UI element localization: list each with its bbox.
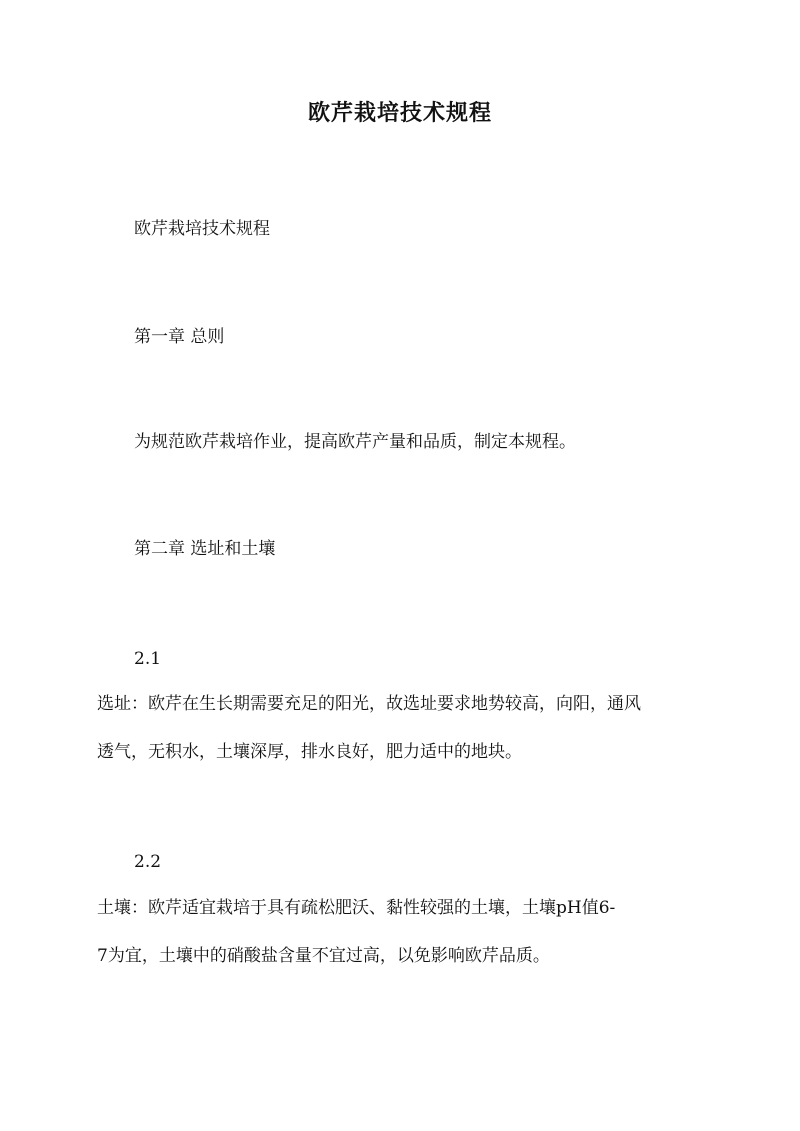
section-2-2-number: 2.2 xyxy=(134,852,162,872)
chapter-2-heading: 第二章 选址和土壤 xyxy=(134,539,276,559)
section-2-1-line-2: 透气，无积水，土壤深厚，排水良好，肥力适中的地块。 xyxy=(97,742,522,762)
section-2-2-line-1: 土壤：欧芹适宜栽培于具有疏松肥沃、黏性较强的土壤，土壤pH值6- xyxy=(97,898,616,918)
section-2-1-number: 2.1 xyxy=(134,649,162,669)
document-title: 欧芹栽培技术规程 xyxy=(307,100,492,126)
chapter-1-heading: 第一章 总则 xyxy=(134,327,225,347)
chapter-1-paragraph: 为规范欧芹栽培作业，提高欧芹产量和品质，制定本规程。 xyxy=(134,432,576,452)
document-subtitle: 欧芹栽培技术规程 xyxy=(134,219,270,239)
section-2-1-line-1: 选址：欧芹在生长期需要充足的阳光，故选址要求地势较高，向阳，通风 xyxy=(97,694,641,714)
section-2-2-line-2: 7为宜，土壤中的硝酸盐含量不宜过高，以免影响欧芹品质。 xyxy=(97,946,550,966)
